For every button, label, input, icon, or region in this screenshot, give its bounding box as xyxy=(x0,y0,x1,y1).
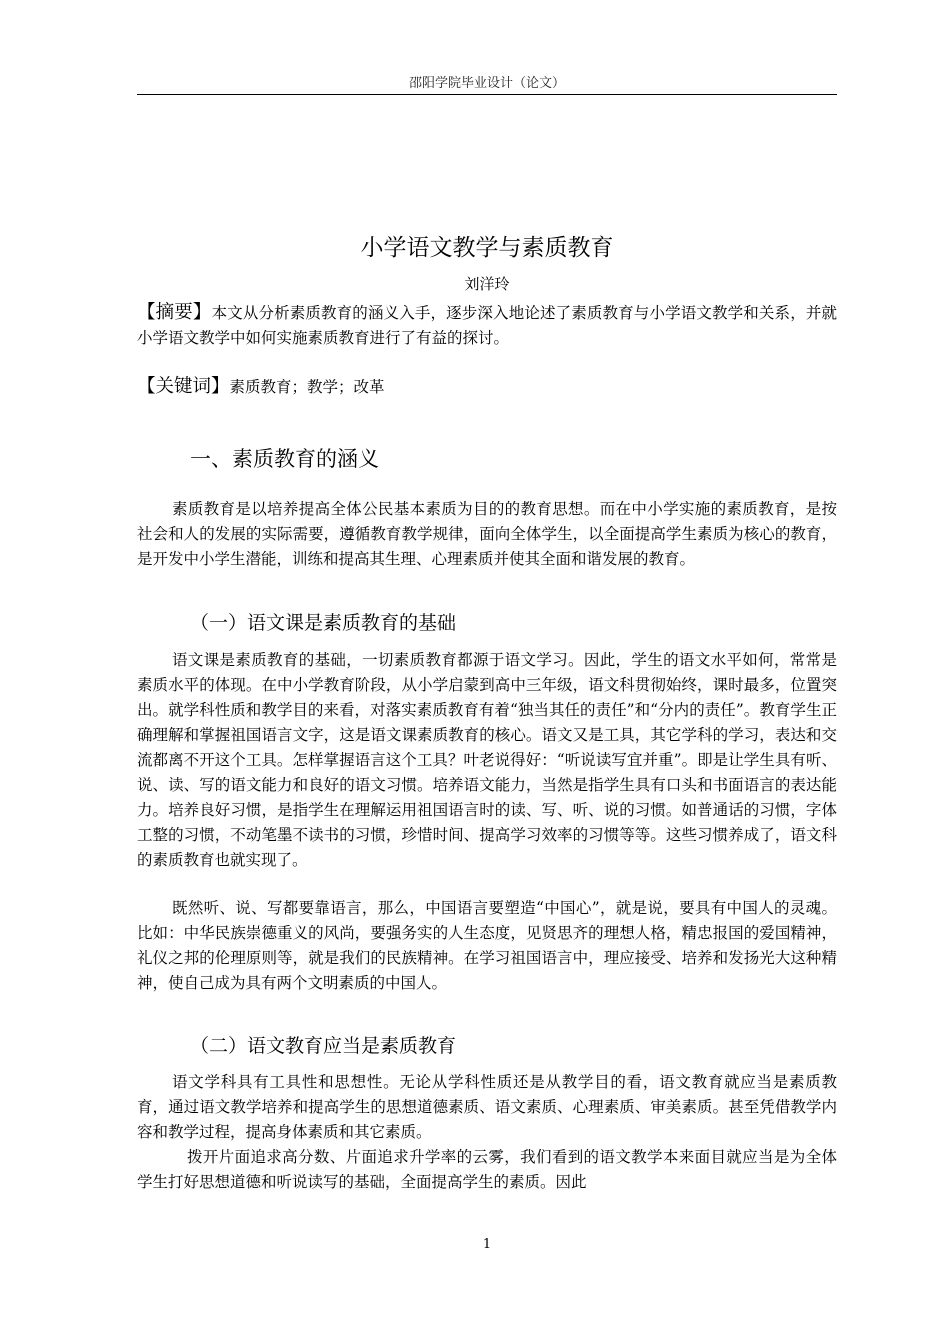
paper-title: 小学语文教学与素质教育 xyxy=(360,235,614,261)
abstract-text: 本文从分析素质教育的涵义入手，逐步深入地论述了素质教育与小学语文教学和关系，并就小学语文教学中如何实施素质教育进行了有益的探讨。 xyxy=(137,304,837,347)
subsection2-paragraph-2: 拨开片面追求高分数、片面追求升学率的云雾，我们看到的语文教学本来面目就应当是为全体学生打好思想道德和听说读写的基础，全面提高学生的素质。因此 xyxy=(137,1148,837,1191)
section1-paragraph-1: 素质教育是以培养提高全体公民基本素质为目的的教育思想。而在中小学实施的素质教育，是按社会和人的发展的实际需要，遵循教育教学规律，面向全体学生，以全面提高学生素质为核心的教育，是开发中小学生潜能，训练和提高其生理、心理素质并使其全面和谐发展的教育。 xyxy=(137,500,837,568)
abstract-label: 【摘要】 xyxy=(137,302,212,323)
running-header: 邵阳学院毕业设计（论文） xyxy=(408,76,565,91)
keywords xyxy=(137,374,837,400)
page-number: 1 xyxy=(482,1237,492,1252)
keywords-label: 【关键词】 xyxy=(137,376,230,397)
paper-author: 刘洋玲 xyxy=(464,275,510,293)
subsection-heading-1: （一）语文课是素质教育的基础 xyxy=(190,612,457,634)
subsection1-paragraph-1: 语文课是素质教育的基础，一切素质教育都源于语文学习。因此，学生的语文水平如何，常常是素质水平的体现。在中小学教育阶段，从小学启蒙到高中三年级，语文科贯彻始终，课时最多，位置突出。就学科性质和教学目的来看，对落实素质教育有着“独当其任的责任”和“分内的责任”。教育学生正确理解和掌握祖国语言文字，这是语文课素质教育的核心。语文又是工具，其它学科的学习，表达和交流都离不开这个工具。怎样掌握语言这个工具？叶老说得好：“听说读写宜并重”。即是让学生具有听、说、读、写的语文能力和良好的语文习惯。培养语文能力，当然是指学生具有口头和书面语言的表达能力。培养良好习惯，是指学生在理解运用祖国语言时的读、写、听、说的习惯。如普通话的习惯，字体工整的习惯，不动笔墨不读书的习惯，珍惜时间、提高学习效率的习惯等等。这些习惯养成了，语文科的素质教育也就实现了。 xyxy=(137,651,837,869)
subsection1-paragraph-2: 既然听、说、写都要靠语言，那么，中国语言要塑造“中国心”，就是说，要具有中国人的灵魂。比如：中华民族崇德重义的风尚，要强务实的人生态度，见贤思齐的理想人格，精忠报国的爱国精神，礼仪之邦的伦理原则等，就是我们的民族精神。在学习祖国语言中，理应接受、培养和发扬光大这种精神，使自己成为具有两个文明素质的中国人。 xyxy=(137,899,837,992)
abstract xyxy=(137,300,837,351)
keywords-text: 素质教育；教学；改革 xyxy=(229,378,385,396)
subsection-heading-2: （二）语文教育应当是素质教育 xyxy=(190,1035,457,1057)
subsection2-paragraph-1: 语文学科具有工具性和思想性。无论从学科性质还是从教学目的看，语文教育就应当是素质教育，通过语文教学培养和提高学生的思想道德素质、语文素质、心理素质、审美素质。甚至凭借教学内容和教学过程，提高身体素质和其它素质。 xyxy=(137,1073,837,1141)
header-rule xyxy=(137,94,837,95)
section-heading-1: 一、素质教育的涵义 xyxy=(190,447,379,471)
